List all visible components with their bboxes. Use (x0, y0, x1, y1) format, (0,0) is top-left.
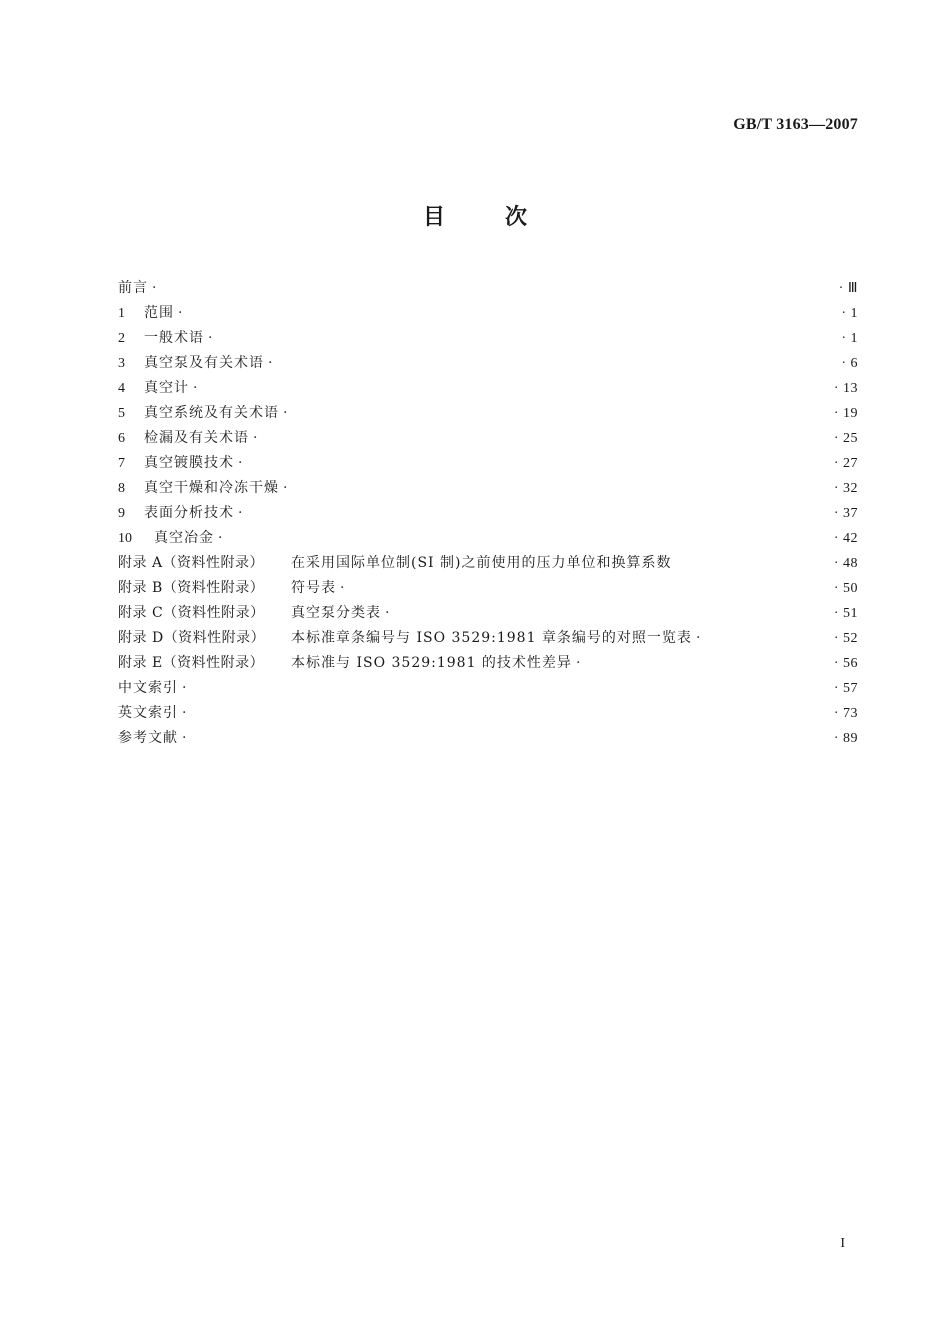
toc-page-number: · 19 (833, 406, 858, 421)
toc-page-number: · 57 (833, 681, 858, 696)
toc-label: 真空冶金 (154, 530, 214, 546)
toc-appendix-label: 附录 D（资料性附录） (118, 630, 266, 646)
toc-entry[interactable] (118, 676, 858, 701)
toc-page-number: · 32 (833, 481, 858, 496)
toc-label: 一般术语 (144, 330, 204, 346)
toc-entry[interactable] (118, 626, 858, 651)
toc-leader-dot: · (695, 630, 701, 646)
toc-page-number: · 6 (841, 356, 858, 371)
toc-page-number: · 37 (833, 506, 858, 521)
toc-page-number: · 50 (833, 581, 858, 596)
toc-entry[interactable] (118, 726, 858, 751)
toc-page-number: · 1 (841, 331, 858, 346)
toc-appendix-label: 附录 C（资料性附录） (118, 605, 265, 621)
toc-appendix-label: 附录 E（资料性附录） (118, 655, 265, 671)
toc-leader-dot: · (253, 430, 258, 446)
toc-leader-dot: · (283, 405, 288, 421)
toc-page-number: · 1 (841, 306, 858, 321)
toc-entry[interactable] (118, 276, 858, 301)
toc-entry-text (118, 676, 186, 701)
toc-entry[interactable] (118, 476, 858, 501)
toc-entry-text (118, 726, 186, 751)
page-title: 目次 (422, 205, 587, 230)
toc-page-number: · 52 (833, 631, 858, 646)
toc-label: 真空镀膜技术 (144, 455, 234, 471)
toc-entry-text (118, 451, 242, 476)
toc-entry-text (118, 601, 389, 626)
toc-number: 7 (118, 456, 125, 471)
toc-page-number: · Ⅲ (838, 281, 858, 296)
toc-entry-text (118, 526, 222, 551)
toc-number: 2 (118, 331, 125, 346)
toc-entry[interactable] (118, 326, 858, 351)
toc-entry[interactable] (118, 426, 858, 451)
toc-label: 真空干燥和冷冻干燥 (144, 480, 279, 496)
toc-number: 4 (118, 381, 125, 396)
toc-page-number: · 48 (833, 556, 858, 571)
toc-leader-dot: · (238, 505, 243, 521)
toc-page-number: · 13 (833, 381, 858, 396)
toc-entry-text (118, 476, 287, 501)
toc-entry[interactable] (118, 576, 858, 601)
toc-entry-text (118, 501, 242, 526)
toc-leader-dot: · (575, 655, 581, 671)
toc-leader-dot: · (208, 330, 213, 346)
toc-entry[interactable] (118, 701, 858, 726)
toc-page-number: · 89 (833, 731, 858, 746)
toc-leader-dot: · (218, 530, 223, 546)
toc-number: 6 (118, 431, 125, 446)
toc-label: 真空泵分类表 (291, 605, 381, 621)
toc-leader-dot: · (340, 580, 345, 596)
toc-appendix-label: 附录 B（资料性附录） (118, 580, 265, 596)
toc-number: 3 (118, 356, 125, 371)
toc-leader-dot: · (152, 280, 157, 296)
toc-leader-dot: · (182, 730, 187, 746)
toc-leader-dot: · (238, 455, 243, 471)
toc-number: 8 (118, 481, 125, 496)
toc-appendix-label: 附录 A（资料性附录） (118, 555, 265, 571)
toc-leader-dot: · (385, 605, 390, 621)
standard-code: GB/T 3163—2007 (733, 116, 858, 133)
toc-page-number: · 42 (833, 531, 858, 546)
toc-label: 范围 (144, 305, 174, 321)
toc-page-number: · 73 (833, 706, 858, 721)
toc-label: 前言 (118, 280, 148, 296)
toc-entry-text (118, 351, 272, 376)
toc-leader-dot: · (182, 705, 187, 721)
toc-entry[interactable] (118, 351, 858, 376)
toc-entry-text (118, 426, 257, 451)
toc-entry-text (118, 326, 212, 351)
toc-label: 参考文献 (118, 730, 178, 746)
toc-entry[interactable] (118, 376, 858, 401)
toc-leader-dot: · (268, 355, 273, 371)
toc-entry[interactable] (118, 501, 858, 526)
toc-leader-dot: · (283, 480, 288, 496)
toc-number: 5 (118, 406, 125, 421)
toc-entry-text (118, 551, 672, 576)
toc-entry-text (118, 401, 287, 426)
toc-entry[interactable] (118, 526, 858, 551)
toc-number: 9 (118, 506, 125, 521)
toc-label: 真空泵及有关术语 (144, 355, 264, 371)
toc-label: 本标准与 ISO 3529:1981 的技术性差异 (291, 655, 572, 671)
toc-page-number: · 51 (833, 606, 858, 621)
toc-label: 表面分析技术 (144, 505, 234, 521)
toc-page-number: · 56 (833, 656, 858, 671)
toc-entry[interactable] (118, 301, 858, 326)
toc-entry[interactable] (118, 651, 858, 676)
toc-label: 中文索引 (118, 680, 178, 696)
toc-label: 真空计 (144, 380, 189, 396)
toc-page-number: · 27 (833, 456, 858, 471)
toc-entry[interactable] (118, 551, 858, 576)
toc-page-number: · 25 (833, 431, 858, 446)
toc-label: 本标准章条编号与 ISO 3529:1981 章条编号的对照一览表 (291, 630, 692, 646)
toc-entry-text (118, 276, 156, 301)
page-number: I (840, 1236, 845, 1251)
toc-entry-text (118, 576, 344, 601)
toc-label: 在采用国际单位制(SI 制)之前使用的压力单位和换算系数 (291, 555, 672, 571)
toc-entry-text (118, 376, 197, 401)
toc-number: 10 (118, 531, 132, 546)
toc-entry-text (118, 301, 182, 326)
toc-entry[interactable] (118, 601, 858, 626)
toc-entry-text (118, 701, 186, 726)
toc-label: 检漏及有关术语 (144, 430, 249, 446)
toc-entry[interactable] (118, 401, 858, 426)
toc-label: 英文索引 (118, 705, 178, 721)
toc-leader-dot: · (178, 305, 183, 321)
toc-leader-dot: · (182, 680, 187, 696)
toc-entry-text (118, 651, 580, 676)
toc-entry-text (118, 626, 700, 651)
toc-leader-dot: · (193, 380, 198, 396)
toc-label: 真空系统及有关术语 (144, 405, 279, 421)
toc-label: 符号表 (291, 580, 336, 596)
table-of-contents (118, 276, 858, 751)
toc-entry[interactable] (118, 451, 858, 476)
toc-number: 1 (118, 306, 125, 321)
